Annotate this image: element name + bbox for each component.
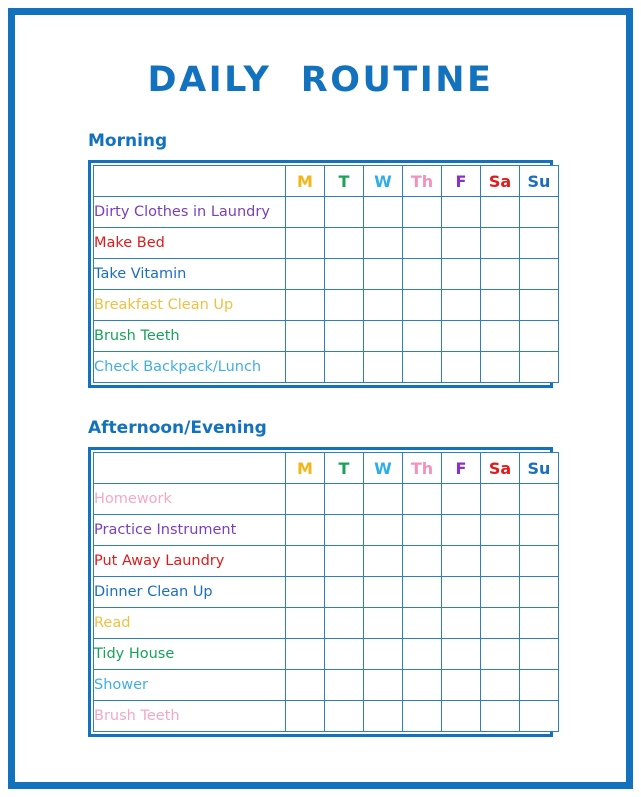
table-row <box>94 197 559 228</box>
checkbox-cell-th[interactable] <box>403 197 442 228</box>
checkbox-cell-t[interactable] <box>325 259 364 290</box>
checkbox-cell-su[interactable] <box>520 259 559 290</box>
checkbox-cell-f[interactable] <box>442 321 481 352</box>
checkbox-cell-sa[interactable] <box>481 670 520 701</box>
table-row <box>94 259 559 290</box>
checkbox-cell-m[interactable] <box>286 577 325 608</box>
section-heading-afternoon: Afternoon/Evening <box>88 418 267 438</box>
checkbox-cell-th[interactable] <box>403 352 442 383</box>
day-header-w: W <box>364 166 403 197</box>
task-label: Shower <box>94 670 286 701</box>
task-label: Make Bed <box>94 228 286 259</box>
checkbox-cell-t[interactable] <box>325 228 364 259</box>
checkbox-cell-f[interactable] <box>442 259 481 290</box>
table-row <box>94 577 559 608</box>
day-header-th: Th <box>403 166 442 197</box>
checkbox-cell-m[interactable] <box>286 515 325 546</box>
checkbox-cell-th[interactable] <box>403 228 442 259</box>
checkbox-cell-su[interactable] <box>520 546 559 577</box>
checkbox-cell-th[interactable] <box>403 290 442 321</box>
checkbox-cell-f[interactable] <box>442 290 481 321</box>
checkbox-cell-t[interactable] <box>325 197 364 228</box>
checkbox-cell-sa[interactable] <box>481 484 520 515</box>
checkbox-cell-f[interactable] <box>442 352 481 383</box>
checkbox-cell-t[interactable] <box>325 515 364 546</box>
table-row <box>94 228 559 259</box>
checkbox-cell-t[interactable] <box>325 701 364 732</box>
table-row <box>94 515 559 546</box>
table-row <box>94 484 559 515</box>
checkbox-cell-su[interactable] <box>520 639 559 670</box>
table-row <box>94 290 559 321</box>
checkbox-cell-m[interactable] <box>286 639 325 670</box>
table-row <box>94 608 559 639</box>
day-header-t: T <box>325 166 364 197</box>
checkbox-cell-sa[interactable] <box>481 515 520 546</box>
checkbox-cell-m[interactable] <box>286 228 325 259</box>
task-label: Check Backpack/Lunch <box>94 352 286 383</box>
checkbox-cell-m[interactable] <box>286 608 325 639</box>
section-heading-morning: Morning <box>88 131 168 151</box>
checkbox-cell-su[interactable] <box>520 228 559 259</box>
header-row <box>94 166 559 197</box>
afternoon-table-header <box>94 453 559 484</box>
checkbox-cell-t[interactable] <box>325 639 364 670</box>
checkbox-cell-su[interactable] <box>520 670 559 701</box>
checkbox-cell-t[interactable] <box>325 484 364 515</box>
day-header-sa: Sa <box>481 453 520 484</box>
checkbox-cell-su[interactable] <box>520 484 559 515</box>
morning-table-header <box>94 166 559 197</box>
checkbox-cell-sa[interactable] <box>481 321 520 352</box>
task-column-header-blank <box>94 453 286 484</box>
checkbox-cell-w[interactable] <box>364 484 403 515</box>
checkbox-cell-t[interactable] <box>325 670 364 701</box>
checkbox-cell-th[interactable] <box>403 577 442 608</box>
checkbox-cell-th[interactable] <box>403 546 442 577</box>
task-label: Homework <box>94 484 286 515</box>
morning-routine-table <box>93 165 559 383</box>
task-label: Practice Instrument <box>94 515 286 546</box>
task-label: Tidy House <box>94 639 286 670</box>
page-content <box>15 15 626 782</box>
task-label: Brush Teeth <box>94 321 286 352</box>
checkbox-cell-m[interactable] <box>286 321 325 352</box>
task-label: Read <box>94 608 286 639</box>
checkbox-cell-m[interactable] <box>286 484 325 515</box>
table-row <box>94 670 559 701</box>
checkbox-cell-th[interactable] <box>403 670 442 701</box>
checkbox-cell-sa[interactable] <box>481 290 520 321</box>
task-label: Dirty Clothes in Laundry <box>94 197 286 228</box>
checkbox-cell-f[interactable] <box>442 228 481 259</box>
checkbox-cell-f[interactable] <box>442 639 481 670</box>
checkbox-cell-w[interactable] <box>364 577 403 608</box>
day-header-f: F <box>442 166 481 197</box>
checkbox-cell-w[interactable] <box>364 228 403 259</box>
checkbox-cell-th[interactable] <box>403 608 442 639</box>
checkbox-cell-m[interactable] <box>286 259 325 290</box>
header-row <box>94 453 559 484</box>
day-header-su: Su <box>520 453 559 484</box>
checkbox-cell-t[interactable] <box>325 608 364 639</box>
day-header-m: M <box>286 453 325 484</box>
afternoon-table-body <box>94 484 559 732</box>
checkbox-cell-w[interactable] <box>364 197 403 228</box>
morning-table-body <box>94 197 559 383</box>
page-title: DAILY ROUTINE <box>147 60 494 100</box>
day-header-th: Th <box>403 453 442 484</box>
checkbox-cell-su[interactable] <box>520 515 559 546</box>
day-header-w: W <box>364 453 403 484</box>
checkbox-cell-sa[interactable] <box>481 259 520 290</box>
checkbox-cell-w[interactable] <box>364 290 403 321</box>
day-header-f: F <box>442 453 481 484</box>
checkbox-cell-sa[interactable] <box>481 639 520 670</box>
checkbox-cell-w[interactable] <box>364 352 403 383</box>
checkbox-cell-sa[interactable] <box>481 577 520 608</box>
checkbox-cell-th[interactable] <box>403 639 442 670</box>
page-frame-left <box>8 8 15 789</box>
checkbox-cell-w[interactable] <box>364 670 403 701</box>
day-header-m: M <box>286 166 325 197</box>
checkbox-cell-m[interactable] <box>286 290 325 321</box>
checkbox-cell-su[interactable] <box>520 577 559 608</box>
day-header-t: T <box>325 453 364 484</box>
table-row <box>94 352 559 383</box>
afternoon-routine-table <box>93 452 559 732</box>
checkbox-cell-su[interactable] <box>520 197 559 228</box>
checkbox-cell-f[interactable] <box>442 701 481 732</box>
task-label: Brush Teeth <box>94 701 286 732</box>
checkbox-cell-w[interactable] <box>364 639 403 670</box>
checkbox-cell-m[interactable] <box>286 701 325 732</box>
page-frame-right <box>626 8 633 789</box>
checkbox-cell-su[interactable] <box>520 352 559 383</box>
checkbox-cell-sa[interactable] <box>481 228 520 259</box>
task-label: Dinner Clean Up <box>94 577 286 608</box>
task-label: Take Vitamin <box>94 259 286 290</box>
morning-table-container <box>88 160 553 388</box>
afternoon-table-container <box>88 447 553 737</box>
checkbox-cell-t[interactable] <box>325 352 364 383</box>
checkbox-cell-w[interactable] <box>364 321 403 352</box>
checkbox-cell-w[interactable] <box>364 701 403 732</box>
checkbox-cell-t[interactable] <box>325 321 364 352</box>
checkbox-cell-f[interactable] <box>442 577 481 608</box>
checkbox-cell-f[interactable] <box>442 546 481 577</box>
checkbox-cell-t[interactable] <box>325 290 364 321</box>
checkbox-cell-sa[interactable] <box>481 608 520 639</box>
checkbox-cell-f[interactable] <box>442 670 481 701</box>
checkbox-cell-th[interactable] <box>403 259 442 290</box>
checkbox-cell-m[interactable] <box>286 546 325 577</box>
checkbox-cell-su[interactable] <box>520 608 559 639</box>
checkbox-cell-sa[interactable] <box>481 701 520 732</box>
checkbox-cell-th[interactable] <box>403 484 442 515</box>
table-row <box>94 701 559 732</box>
checkbox-cell-w[interactable] <box>364 546 403 577</box>
checkbox-cell-f[interactable] <box>442 197 481 228</box>
checkbox-cell-sa[interactable] <box>481 546 520 577</box>
page-frame-bottom <box>8 782 633 789</box>
table-row <box>94 546 559 577</box>
table-row <box>94 321 559 352</box>
table-row <box>94 639 559 670</box>
task-label: Put Away Laundry <box>94 546 286 577</box>
day-header-su: Su <box>520 166 559 197</box>
task-label: Breakfast Clean Up <box>94 290 286 321</box>
checkbox-cell-sa[interactable] <box>481 352 520 383</box>
checkbox-cell-w[interactable] <box>364 608 403 639</box>
checkbox-cell-m[interactable] <box>286 197 325 228</box>
day-header-sa: Sa <box>481 166 520 197</box>
checkbox-cell-th[interactable] <box>403 515 442 546</box>
task-column-header-blank <box>94 166 286 197</box>
checkbox-cell-w[interactable] <box>364 259 403 290</box>
checkbox-cell-w[interactable] <box>364 515 403 546</box>
checkbox-cell-su[interactable] <box>520 321 559 352</box>
checkbox-cell-m[interactable] <box>286 670 325 701</box>
checkbox-cell-su[interactable] <box>520 701 559 732</box>
checkbox-cell-f[interactable] <box>442 515 481 546</box>
checkbox-cell-f[interactable] <box>442 484 481 515</box>
checkbox-cell-f[interactable] <box>442 608 481 639</box>
page-frame-top <box>8 8 633 15</box>
checkbox-cell-th[interactable] <box>403 321 442 352</box>
checkbox-cell-sa[interactable] <box>481 197 520 228</box>
checkbox-cell-th[interactable] <box>403 701 442 732</box>
checkbox-cell-t[interactable] <box>325 546 364 577</box>
checkbox-cell-m[interactable] <box>286 352 325 383</box>
checkbox-cell-t[interactable] <box>325 577 364 608</box>
checkbox-cell-su[interactable] <box>520 290 559 321</box>
